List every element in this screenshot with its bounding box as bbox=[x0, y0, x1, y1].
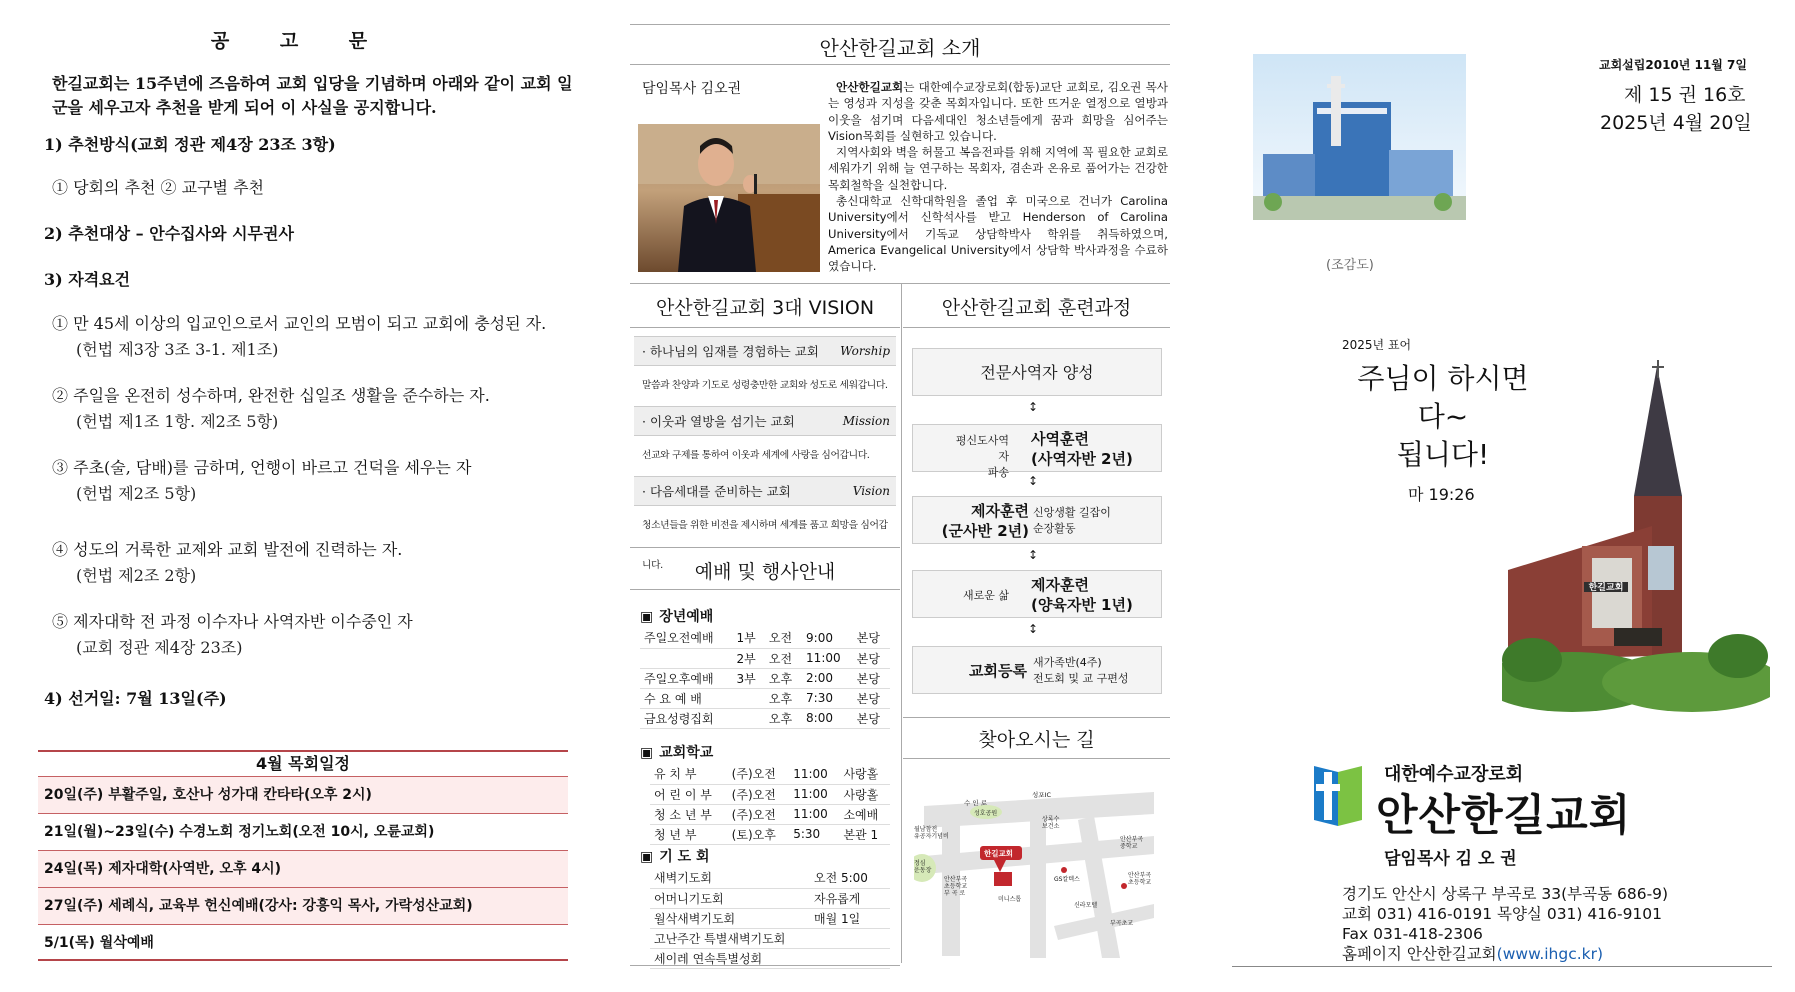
prayer-row bbox=[650, 908, 890, 928]
school-heading: ▣ 교회학교 bbox=[640, 742, 713, 762]
service-time: 8:00 bbox=[802, 708, 853, 728]
motto-year: 2025년 표어 bbox=[1342, 338, 1412, 352]
requirement-text bbox=[52, 312, 572, 336]
service-name bbox=[640, 648, 732, 668]
worship-row bbox=[640, 708, 890, 728]
service-part bbox=[732, 708, 764, 728]
training-course: 사역훈련 (사역자반 2년) bbox=[1031, 430, 1133, 468]
church-building-photo bbox=[1502, 360, 1770, 712]
prayer-name: 어머니기도회 bbox=[650, 888, 810, 908]
service-ampm: 오후 bbox=[765, 688, 802, 708]
school-row bbox=[650, 804, 890, 824]
motto-line: 됩니다! bbox=[1396, 438, 1490, 471]
service-ampm: 오전 bbox=[765, 648, 802, 668]
schedule-title: 4월 목회일정 bbox=[38, 752, 568, 776]
map-label: 안산부곡 중학교 bbox=[1120, 836, 1144, 850]
requirement-body: 만 45세 이상의 입교인으로서 교인의 모범이 되고 교회에 충성된 자. bbox=[73, 314, 547, 333]
training-label: 평신도사역자 파송 bbox=[955, 434, 1009, 479]
schedule-row: 24일(목) 제자대학(사역반, 오후 4시) bbox=[38, 850, 568, 887]
requirement-body: 주일을 온전히 성수하며, 완전한 십일조 생활을 준수하는 자. bbox=[73, 386, 490, 405]
map-label: 신라모텔 bbox=[1074, 902, 1098, 909]
requirement-number: ① bbox=[52, 314, 69, 333]
divider bbox=[630, 547, 900, 548]
requirement-text bbox=[52, 384, 572, 408]
requirement-number: ④ bbox=[52, 540, 69, 559]
requirement-item bbox=[52, 384, 572, 456]
motto-line: 다~ bbox=[1417, 400, 1469, 433]
divider bbox=[630, 283, 1170, 284]
map-label: 안산부곡 초등학교 bbox=[1128, 872, 1152, 886]
dept-day: (주)오전 bbox=[728, 764, 790, 784]
map-label: GS칼텍스 bbox=[1054, 876, 1080, 883]
worship-row bbox=[640, 688, 890, 708]
prayer-time: 매월 1일 bbox=[810, 908, 890, 928]
senior-pastor: 담임목사 김 오 권 bbox=[1384, 849, 1517, 869]
dept-day: (주)오전 bbox=[728, 784, 790, 804]
vision-description: 청소년들을 위한 비전을 제시하며 세계를 품고 희망을 심어갑니다. bbox=[642, 520, 888, 571]
worship-row bbox=[640, 668, 890, 688]
schedule-row: 20일(주) 부활주일, 호산나 성가대 칸타타(오후 2시) bbox=[38, 776, 568, 813]
divider bbox=[903, 717, 1170, 718]
dept-place: 소예배 bbox=[839, 804, 890, 824]
dept-place: 사랑홀 bbox=[839, 784, 890, 804]
intro-text bbox=[828, 79, 1168, 275]
worship-row bbox=[640, 648, 890, 668]
adult-worship-heading: ▣ 장년예배 bbox=[640, 606, 713, 626]
prayer-row bbox=[650, 888, 890, 908]
requirement-number: ⑤ bbox=[52, 612, 69, 631]
map-label: 미니스톱 bbox=[998, 896, 1022, 903]
church-logo-icon bbox=[1310, 762, 1366, 830]
service-place: 본당 bbox=[853, 648, 890, 668]
school-row bbox=[650, 764, 890, 784]
service-time: 11:00 bbox=[802, 648, 853, 668]
training-course: 제자훈련 (군사반 2년) bbox=[941, 502, 1029, 540]
contact-info bbox=[1342, 884, 1668, 964]
section-1-items: ① 당회의 추천 ② 교구별 추천 bbox=[52, 178, 264, 197]
section-3-heading: 3) 자격요건 bbox=[44, 270, 131, 289]
vision-item bbox=[634, 476, 896, 571]
requirement-text bbox=[52, 538, 572, 562]
service-part bbox=[732, 688, 764, 708]
training-course: 제자훈련 (양육자반 1년) bbox=[1031, 576, 1133, 614]
requirement-ref: (헌법 제2조 5항) bbox=[76, 484, 197, 503]
dept-day: (주)오전 bbox=[728, 804, 790, 824]
dept-time: 11:00 bbox=[789, 784, 839, 804]
section-4-heading: 4) 선거일: 7월 13일(주) bbox=[44, 689, 227, 708]
vision-heading: · 하나님의 임재를 경험하는 교회 bbox=[634, 336, 896, 366]
schedule-row: 21일(월)~23일(수) 수경노회 정기노회(오전 10시, 오륜교회) bbox=[38, 813, 568, 850]
service-name: 주일오후예배 bbox=[640, 668, 732, 688]
prayer-name: 새벽기도회 bbox=[650, 868, 810, 888]
schedule-row: 5/1(목) 월삭예배 bbox=[38, 924, 568, 961]
vision-list bbox=[634, 336, 896, 571]
divider bbox=[630, 24, 1170, 25]
prayer-row bbox=[650, 928, 890, 948]
church-name: 안산한길교회 bbox=[836, 80, 904, 94]
dept-name: 어 린 이 부 bbox=[650, 784, 728, 804]
notice-title: 공 고 문 bbox=[210, 30, 390, 52]
intro-title: 안산한길교회 소개 bbox=[819, 36, 981, 60]
arrow-up-icon: ↕ bbox=[1028, 400, 1039, 414]
dept-place: 본관 1 bbox=[839, 824, 890, 844]
arrow-up-icon: ↕ bbox=[1028, 622, 1039, 636]
requirement-ref: (교회 정관 제4장 23조) bbox=[76, 638, 243, 657]
map-label: 부곡초교 bbox=[1110, 920, 1134, 927]
requirement-ref: (헌법 제3장 3조 3-1. 제1조) bbox=[76, 340, 279, 359]
pastor-label: 담임목사 김오권 bbox=[642, 81, 742, 97]
homepage-link[interactable]: (www.ihgc.kr) bbox=[1496, 945, 1604, 963]
vision-heading: · 다음세대를 준비하는 교회 bbox=[634, 476, 896, 506]
service-name: 수 요 예 배 bbox=[640, 688, 732, 708]
requirement-text bbox=[52, 610, 572, 634]
intro-paragraph-1: 는 대한예수교장로회(합동)교단 교회로, 김오권 목사는 영성과 지성을 갖춘 목회자입니다. 또한 뜨거운 열정으로 열방과 이웃을 섬기며 다음세대인 청소년들에게 꿈과 희망을 심어주는 Vision목회를 실현하고 있습니다. bbox=[828, 80, 1168, 143]
map-label: 성포IC bbox=[1032, 791, 1052, 799]
prayer-time: 오전 5:00 bbox=[810, 868, 890, 888]
service-name: 금요성령집회 bbox=[640, 708, 732, 728]
requirement-body: 제자대학 전 과정 이수자나 사역자반 이수중인 자 bbox=[73, 612, 413, 631]
prayer-name: 월삭새벽기도회 bbox=[650, 908, 810, 928]
section-1-heading: 1) 추천방식(교회 정관 제4장 23조 3항) bbox=[44, 135, 336, 154]
church-rendering-image bbox=[1253, 54, 1466, 220]
motto-reference: 마 19:26 bbox=[1408, 485, 1475, 504]
service-part: 1부 bbox=[732, 628, 764, 648]
bulletin-date: 2025년 4월 20일 bbox=[1600, 112, 1752, 134]
address: 경기도 안산시 상록구 부곡로 33(부곡동 686-9) bbox=[1342, 885, 1669, 903]
arrow-up-icon: ↕ bbox=[1028, 474, 1039, 488]
worship-row bbox=[640, 628, 890, 648]
church-building-image bbox=[1502, 360, 1770, 712]
vision-heading: · 이웃과 열방을 섬기는 교회 bbox=[634, 406, 896, 436]
map-label: 월남참전 유공자기념비 bbox=[914, 826, 949, 840]
school-row bbox=[650, 824, 890, 844]
service-time: 2:00 bbox=[802, 668, 853, 688]
church-title: 안산한길교회 bbox=[1376, 791, 1632, 841]
dept-name: 청 년 부 bbox=[650, 824, 728, 844]
vision-item bbox=[634, 336, 896, 406]
service-part: 2부 bbox=[732, 648, 764, 668]
training-box-ministry bbox=[912, 424, 1162, 479]
prayer-heading: ▣ 기 도 회 bbox=[640, 846, 710, 866]
requirements-list bbox=[52, 312, 572, 682]
volume-number: 제 15 권 16호 bbox=[1624, 84, 1746, 106]
service-time: 9:00 bbox=[802, 628, 853, 648]
training-label: 새로운 삶 bbox=[962, 589, 1009, 602]
dept-time: 11:00 bbox=[789, 804, 839, 824]
requirement-item bbox=[52, 538, 572, 610]
vision-description: 말씀과 찬양과 기도로 성령충만한 교회와 성도로 세워갑니다. bbox=[642, 380, 888, 391]
worship-title: 예배 및 행사안내 bbox=[694, 561, 836, 583]
map-label: 상록수 보건소 bbox=[1042, 816, 1060, 830]
divider bbox=[630, 965, 900, 966]
homepage bbox=[1342, 944, 1668, 964]
requirement-body: 주초(술, 담배)를 금하며, 언행이 바르고 건덕을 세우는 자 bbox=[73, 458, 472, 477]
prayer-time: 자유롭게 bbox=[810, 888, 890, 908]
pastor-photo bbox=[638, 124, 820, 272]
service-place: 본당 bbox=[853, 668, 890, 688]
vision-tag: Worship bbox=[840, 344, 890, 358]
dept-place: 사랑홀 bbox=[839, 764, 890, 784]
requirement-item bbox=[52, 610, 572, 682]
map-church-label: 한길교회 bbox=[984, 849, 1013, 858]
vision-title: 안산한길교회 3대 VISION bbox=[655, 297, 875, 319]
homepage-label: 홈페이지 안산한길교회 bbox=[1342, 945, 1497, 963]
map-label: 수 인 로 bbox=[964, 799, 987, 807]
pastor-photo-image bbox=[638, 124, 820, 272]
training-title: 안산한길교회 훈련과정 bbox=[941, 297, 1132, 319]
school-row bbox=[650, 784, 890, 804]
location-map bbox=[914, 776, 1164, 958]
service-ampm: 오전 bbox=[765, 628, 802, 648]
established-date: 교회설립2010년 11월 7일 bbox=[1599, 58, 1747, 72]
service-time: 7:30 bbox=[802, 688, 853, 708]
divider bbox=[630, 327, 900, 328]
adult-worship-table bbox=[640, 628, 890, 729]
service-ampm: 오후 bbox=[765, 668, 802, 688]
service-place: 본당 bbox=[853, 628, 890, 648]
divider bbox=[903, 758, 1170, 759]
section-2-heading: 2) 추천대상 – 안수집사와 시무권사 bbox=[44, 224, 294, 243]
motto-line: 주님이 하시면 bbox=[1357, 362, 1529, 395]
intro-paragraph-2: 지역사회와 벽을 허물고 복음전파를 위해 지역에 꼭 필요한 교회로 세워가기 위해 늘 연구하는 목회자, 겸손과 온유로 품어가는 건강한 목회철학을 실천합니다. bbox=[828, 145, 1168, 192]
dept-day: (토)오후 bbox=[728, 824, 790, 844]
building-sign: 한길교회 bbox=[1588, 583, 1624, 593]
service-name: 주일오전예배 bbox=[640, 628, 732, 648]
requirement-ref: (헌법 제2조 2항) bbox=[76, 566, 197, 585]
requirement-item bbox=[52, 456, 572, 538]
dept-name: 청 소 년 부 bbox=[650, 804, 728, 824]
divider bbox=[630, 589, 900, 590]
schedule-row: 27일(주) 세례식, 교육부 헌신예배(강사: 강흥익 목사, 가락성산교회) bbox=[38, 887, 568, 924]
notice-intro: 한길교회는 15주년에 즈음하여 교회 입당을 기념하며 아래와 같이 교회 일군을 세우고자 추천을 받게 되어 이 사실을 공지합니다. bbox=[52, 74, 573, 117]
school-table bbox=[650, 764, 890, 845]
requirement-number: ③ bbox=[52, 458, 69, 477]
map-graphic bbox=[914, 776, 1164, 958]
church-rendering bbox=[1253, 54, 1466, 220]
requirement-item bbox=[52, 312, 572, 384]
map-label: 정심 운동장 bbox=[914, 860, 932, 874]
training-box-newlife bbox=[912, 570, 1162, 618]
requirement-text bbox=[52, 456, 572, 480]
intro-paragraph-3: 총신대학교 신학대학원을 졸업 후 미국으로 건너가 Carolina University에서 신학석사를 받고 Henderson of Carolina University에서 기독교 상담학박사 학위를 취득하였으며, America Evangelical University에서 상담학 박사과정을 수료하였습니다. bbox=[828, 194, 1168, 274]
training-box-register bbox=[912, 646, 1162, 694]
dept-time: 5:30 bbox=[789, 824, 839, 844]
vision-tag: Vision bbox=[852, 484, 890, 498]
cross-logo-icon bbox=[1310, 762, 1366, 830]
divider bbox=[1232, 966, 1772, 967]
training-label: 새가족반(4주) 전도회 및 교 구편성 bbox=[1033, 656, 1129, 685]
map-label: 안산부곡 초등학교 부 곡 로 bbox=[944, 876, 968, 897]
vision-tag: Mission bbox=[842, 414, 890, 428]
divider bbox=[903, 327, 1170, 328]
dept-name: 유 치 부 bbox=[650, 764, 728, 784]
prayer-name: 세이레 연속특별성회 bbox=[650, 948, 810, 968]
service-ampm: 오후 bbox=[765, 708, 802, 728]
service-part: 3부 bbox=[732, 668, 764, 688]
prayer-time bbox=[810, 928, 890, 948]
dept-time: 11:00 bbox=[789, 764, 839, 784]
fax-number: Fax 031-418-2306 bbox=[1342, 925, 1483, 943]
training-box-specialist: 전문사역자 양성 bbox=[912, 348, 1162, 396]
phone-numbers: 교회 031) 416-0191 목양실 031) 416-9101 bbox=[1342, 905, 1663, 923]
prayer-row bbox=[650, 868, 890, 888]
service-place: 본당 bbox=[853, 708, 890, 728]
divider bbox=[630, 64, 1170, 65]
rendering-caption: (조감도) bbox=[1326, 258, 1374, 273]
vision-item bbox=[634, 406, 896, 476]
schedule-table bbox=[38, 750, 568, 961]
map-title: 찾아오시는 길 bbox=[978, 729, 1095, 751]
requirement-number: ② bbox=[52, 386, 69, 405]
prayer-name: 고난주간 특별새벽기도회 bbox=[650, 928, 810, 948]
training-box-disciple bbox=[912, 496, 1162, 544]
service-place: 본당 bbox=[853, 688, 890, 708]
prayer-table bbox=[650, 868, 890, 969]
training-course: 교회등록 bbox=[969, 662, 1027, 680]
training-label: 신앙생활 길잡이 순장활동 bbox=[1033, 506, 1111, 535]
column-divider bbox=[901, 283, 902, 963]
map-label: 성호공원 bbox=[974, 810, 998, 817]
denomination: 대한예수교장로회 bbox=[1384, 764, 1524, 785]
requirement-body: 성도의 거룩한 교제와 교회 발전에 진력하는 자. bbox=[73, 540, 403, 559]
vision-description: 선교와 구제를 통하여 이웃과 세계에 사랑을 심어갑니다. bbox=[642, 450, 870, 461]
arrow-up-icon: ↕ bbox=[1028, 548, 1039, 562]
requirement-ref: (헌법 제1조 1항. 제2조 5항) bbox=[76, 412, 279, 431]
